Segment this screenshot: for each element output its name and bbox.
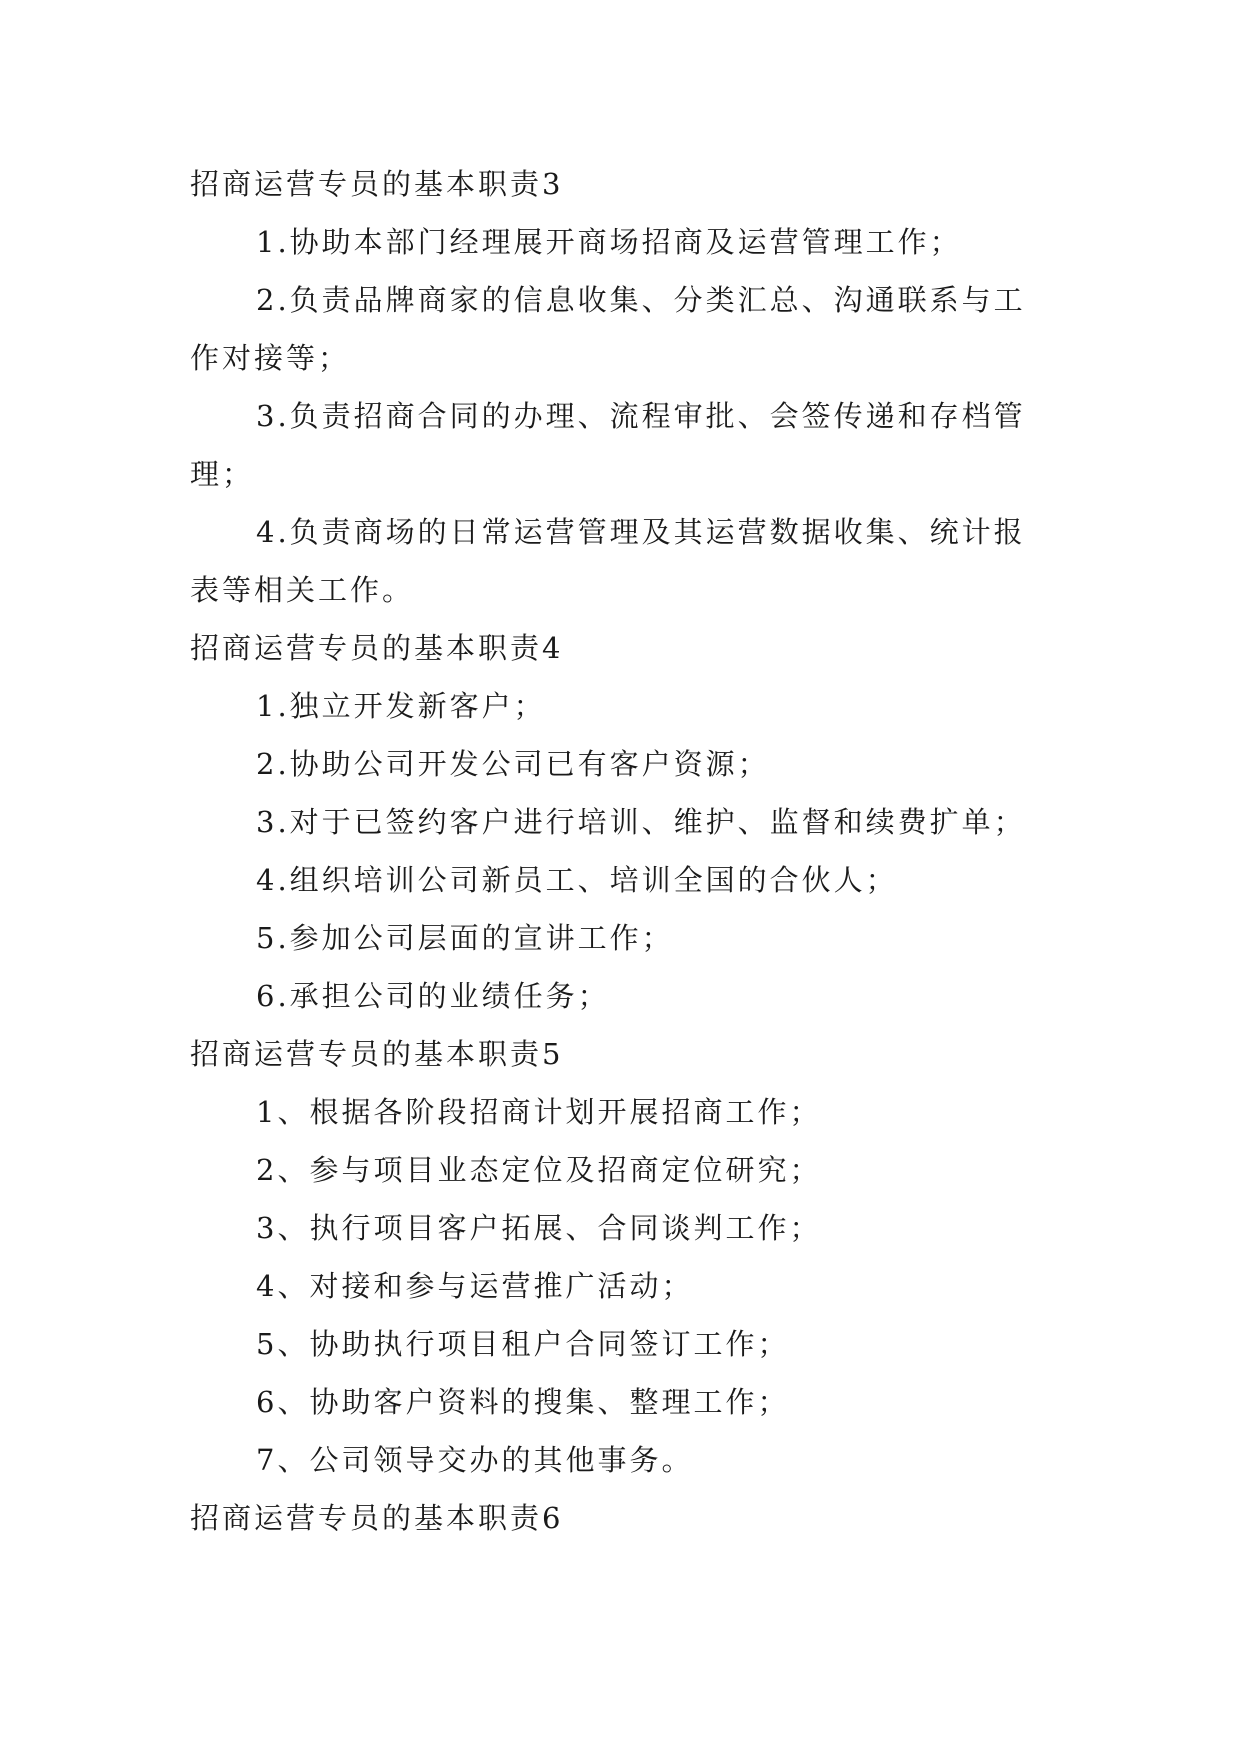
duty-item: 1.协助本部门经理展开商场招商及运营管理工作； xyxy=(256,225,962,259)
duty-item: 3.对于已签约客户进行培训、维护、监督和续费扩单； xyxy=(256,805,1026,839)
duty-item: 7、公司领导交办的其他事务。 xyxy=(256,1443,694,1477)
duty-item: 1.独立开发新客户； xyxy=(256,689,546,723)
duty-item: 4、对接和参与运营推广活动； xyxy=(256,1269,694,1303)
section-heading: 招商运营专员的基本职责3 xyxy=(190,167,564,201)
duty-item: 2、参与项目业态定位及招商定位研究； xyxy=(256,1153,822,1187)
section-heading: 招商运营专员的基本职责5 xyxy=(190,1037,564,1071)
section-heading: 招商运营专员的基本职责6 xyxy=(190,1501,564,1535)
section-heading: 招商运营专员的基本职责4 xyxy=(190,631,564,665)
duty-item: 3、执行项目客户拓展、合同谈判工作； xyxy=(256,1211,822,1245)
duty-item: 4.负责商场的日常运营管理及其运营数据收集、统计报表等相关工作。 xyxy=(190,515,1026,607)
duty-item: 3.负责招商合同的办理、流程审批、会签传递和存档管理； xyxy=(190,399,1026,491)
duty-item: 5、协助执行项目租户合同签订工作； xyxy=(256,1327,790,1361)
duty-item: 4.组织培训公司新员工、培训全国的合伙人； xyxy=(256,863,898,897)
duty-item: 6、协助客户资料的搜集、整理工作； xyxy=(256,1385,790,1419)
duty-item: 2.协助公司开发公司已有客户资源； xyxy=(256,747,770,781)
duty-item: 2.负责品牌商家的信息收集、分类汇总、沟通联系与工作对接等； xyxy=(190,283,1026,375)
duty-item: 5.参加公司层面的宣讲工作； xyxy=(256,921,674,955)
document-body xyxy=(190,155,1055,1547)
duty-item: 6.承担公司的业绩任务； xyxy=(256,979,610,1013)
duty-item: 1、根据各阶段招商计划开展招商工作； xyxy=(256,1095,822,1129)
